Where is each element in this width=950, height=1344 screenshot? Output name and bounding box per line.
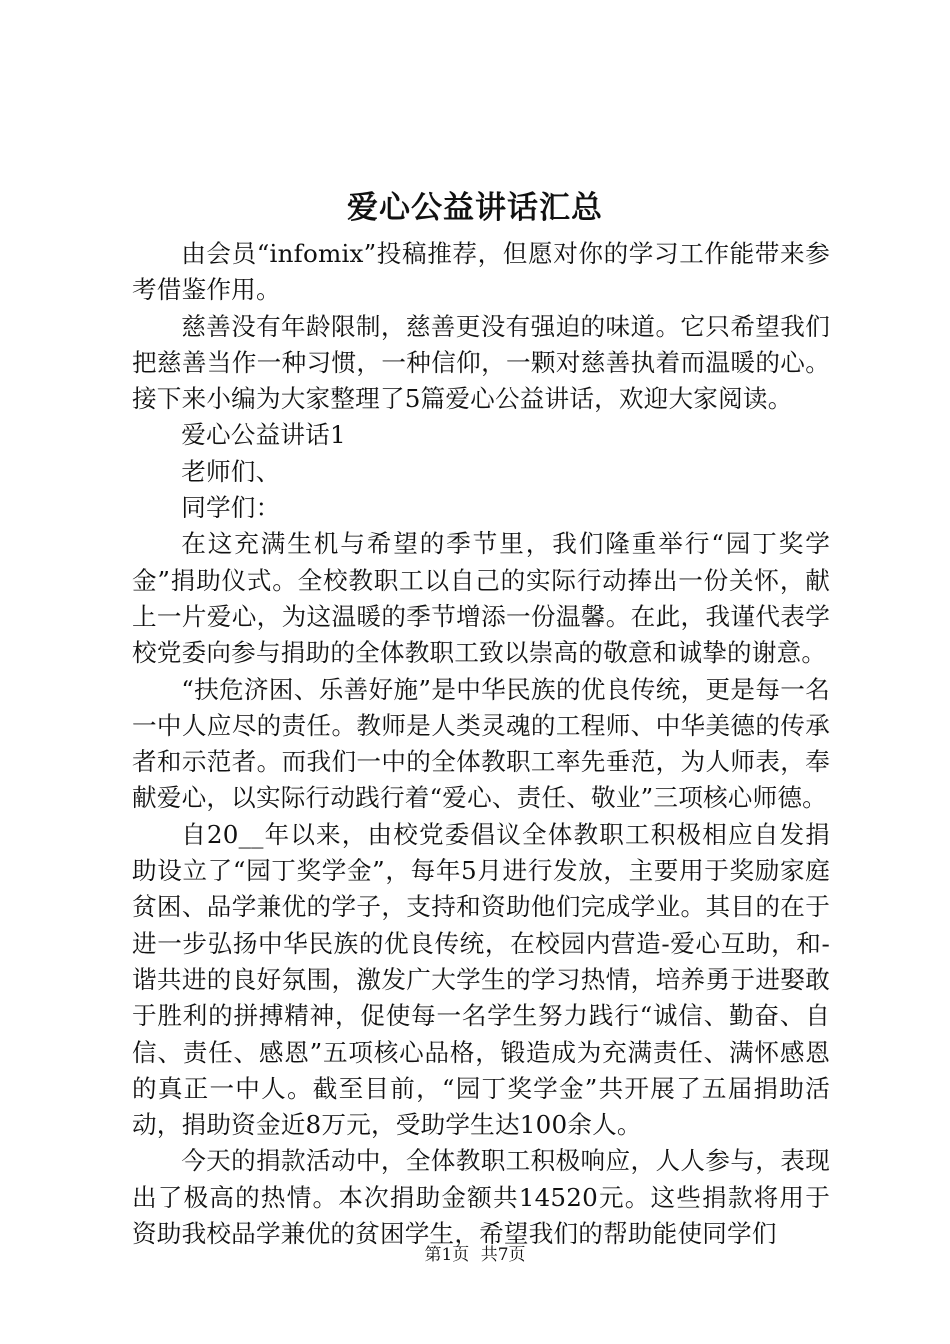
document-body xyxy=(132,236,830,1252)
paragraph-donation: 今天的捐款活动中，全体教职工积极响应，人人参与，表现出了极高的热情。本次捐助金额共14520元。这些捐款将用于资助我校品学兼优的贫困学生，希望我们的帮助能使同学们 xyxy=(132,1146,830,1249)
paragraph-scholarship: 自20__年以来，由校党委倡议全体教职工积极相应自发捐助设立了“园丁奖学金”，每年5月进行发放，主要用于奖励家庭贫困、品学兼优的学子，支持和资助他们完成学业。其目的在于进一步弘扬中华民族的优良传统，在校园内营造-爱心互助，和-谐共进的良好氛围，激发广大学生的学习热情，培养勇于进娶敢于胜利的拼搏精神，促使每一名学生努力践行“诚信、勤奋、自信、责任、感恩”五项核心品格，锻造成为充满责任、满怀感恩的真正一中人。截至目前，“园丁奖学金”共开展了五届捐助活动，捐助资金近8万元，受助学生达100余人。 xyxy=(132,819,830,1140)
paragraph-tradition: “扶危济困、乐善好施”是中华民族的优良传统，更是每一名一中人应尽的责任。教师是人类灵魂的工程师、中华美德的传承者和示范者。而我们一中的全体教职工率先垂范，为人师表，奉献爱心，以实际行动践行着“爱心、责任、敬业”三项核心师德。 xyxy=(132,674,830,813)
speech-heading: 爱心公益讲话1 xyxy=(181,420,346,450)
document-title: 爱心公益讲话汇总 xyxy=(347,190,603,226)
paragraph-ceremony: 在这充满生机与希望的季节里，我们隆重举行“园丁奖学金”捐助仪式。全校教职工以自己的实际行动捧出一份关怀，献上一片爱心，为这温暖的季节增添一份温馨。在此，我谨代表学校党委向参与捐助的全体教职工致以崇高的敬意和诚挚的谢意。 xyxy=(132,529,830,668)
paragraph-charity: 慈善没有年龄限制，慈善更没有强迫的味道。它只希望我们把慈善当作一种习惯，一种信仰，一颗对慈善执着而温暖的心。接下来小编为大家整理了5篇爱心公益讲话，欢迎大家阅读。 xyxy=(132,311,830,414)
salutation-students: 同学们： xyxy=(181,493,281,523)
page-number-footer: 第1页 共7页 xyxy=(424,1245,526,1265)
salutation-teachers: 老师们、 xyxy=(181,456,281,486)
paragraph-intro: 由会员“infomix”投稿推荐，但愿对你的学习工作能带来参考借鉴作用。 xyxy=(132,239,830,305)
